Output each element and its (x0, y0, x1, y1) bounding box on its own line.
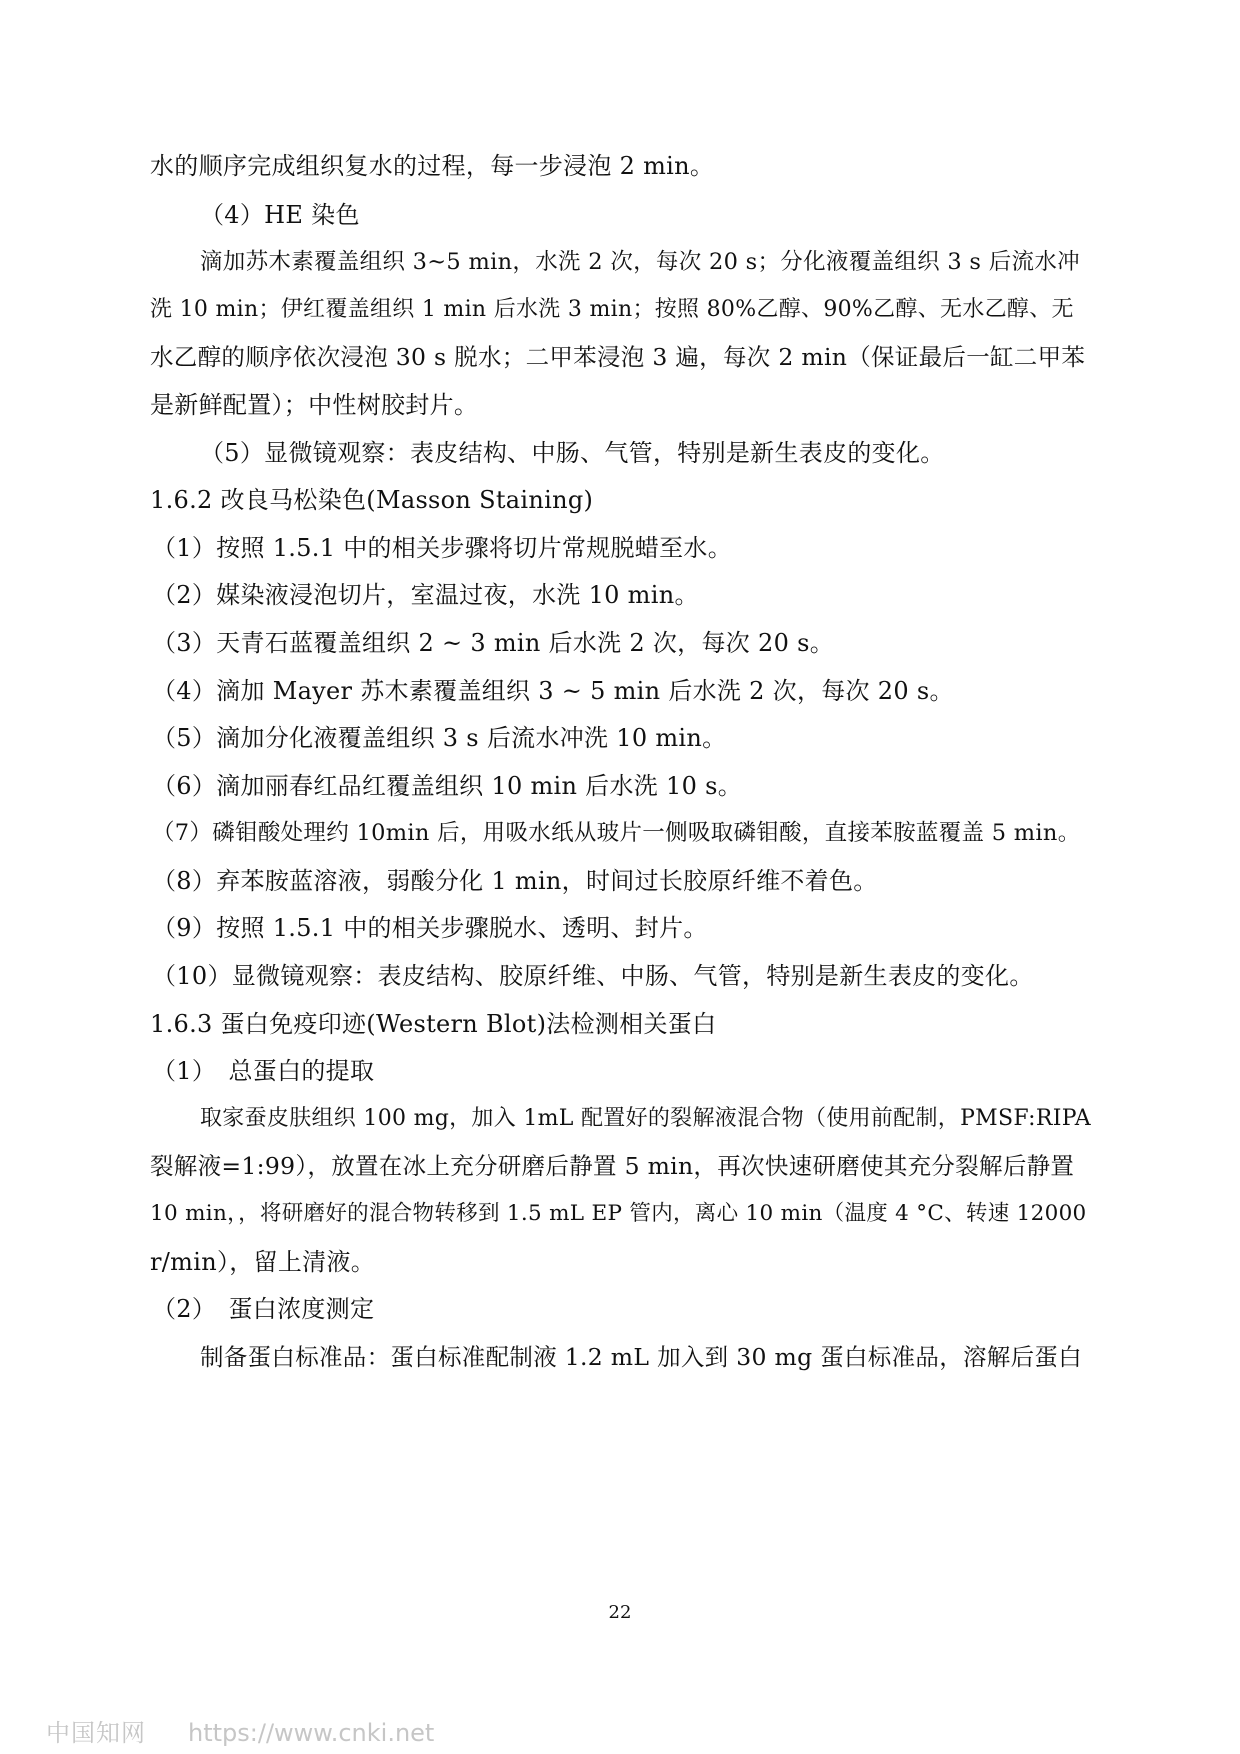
body-text-line: 制备蛋白标准品：蛋白标准配制液 1.2 mL 加入到 30 mg 蛋白标准品，溶解后蛋白 (200, 1343, 1083, 1371)
procedure-step: （10）显微镜观察：表皮结构、胶原纤维、中肠、气管，特别是新生表皮的变化。 (152, 962, 1034, 990)
procedure-step: （7）磷钼酸处理约 10min 后，用吸水纸从玻片一侧吸取磷钼酸，直接苯胺蓝覆盖 5 min。 (152, 820, 1081, 846)
body-text-line: 是新鲜配置）；中性树胶封片。 (150, 391, 479, 419)
procedure-step: （9）按照 1.5.1 中的相关步骤脱水、透明、封片。 (152, 914, 708, 942)
watermark-logo-text: 中国知网 (46, 1719, 146, 1747)
subsection-heading: （2） 蛋白浓度测定 (152, 1295, 375, 1323)
body-text-line: 水的顺序完成组织复水的过程，每一步浸泡 2 min。 (150, 152, 715, 180)
body-text-line: （4）HE 染色 (200, 201, 360, 229)
procedure-step: （8）弃苯胺蓝溶液，弱酸分化 1 min，时间过长胶原纤维不着色。 (152, 867, 878, 895)
body-text-line: 裂解液=1:99），放置在冰上充分研磨后静置 5 min，再次快速研磨使其充分裂解后静置 (150, 1152, 1075, 1180)
body-text-line: r/min），留上清液。 (150, 1248, 376, 1276)
body-text-line: 滴加苏木素覆盖组织 3~5 min，水洗 2 次，每次 20 s；分化液覆盖组织 3 s 后流水冲 (200, 249, 1080, 275)
subsection-heading: （1） 总蛋白的提取 (152, 1057, 375, 1085)
page-number: 22 (608, 1602, 632, 1623)
procedure-step: （1）按照 1.5.1 中的相关步骤将切片常规脱蜡至水。 (152, 534, 732, 562)
body-text-line: （5）显微镜观察：表皮结构、中肠、气管，特别是新生表皮的变化。 (200, 439, 945, 467)
section-heading: 1.6.2 改良马松染色(Masson Staining) (150, 486, 594, 514)
body-text-line: 水乙醇的顺序依次浸泡 30 s 脱水；二甲苯浸泡 3 遍，每次 2 min（保证最后一缸二甲苯 (150, 343, 1086, 371)
watermark (46, 1713, 434, 1748)
body-text-line: 10 min，，将研磨好的混合物转移到 1.5 mL EP 管内，离心 10 min（温度 4 °C、转速 12000 (150, 1201, 1087, 1226)
procedure-step: （6）滴加丽春红品红覆盖组织 10 min 后水洗 10 s。 (152, 772, 742, 800)
section-heading: 1.6.3 蛋白免疫印迹(Western Blot)法检测相关蛋白 (150, 1010, 717, 1038)
procedure-step: （5）滴加分化液覆盖组织 3 s 后流水冲洗 10 min。 (152, 724, 727, 752)
procedure-step: （4）滴加 Mayer 苏木素覆盖组织 3 ~ 5 min 后水洗 2 次，每次 20 s。 (152, 677, 954, 705)
body-text-line: 取家蚕皮肤组织 100 mg，加入 1mL 配置好的裂解液混合物（使用前配制，PMSF:RIPA (200, 1106, 1091, 1131)
body-text-line: 洗 10 min；伊红覆盖组织 1 min 后水洗 3 min；按照 80%乙醇、90%乙醇、无水乙醇、无 (150, 297, 1074, 322)
watermark-url: https://www.cnki.net (188, 1719, 435, 1747)
procedure-step: （3）天青石蓝覆盖组织 2 ~ 3 min 后水洗 2 次，每次 20 s。 (152, 629, 834, 657)
procedure-step: （2）媒染液浸泡切片，室温过夜，水洗 10 min。 (152, 581, 699, 609)
